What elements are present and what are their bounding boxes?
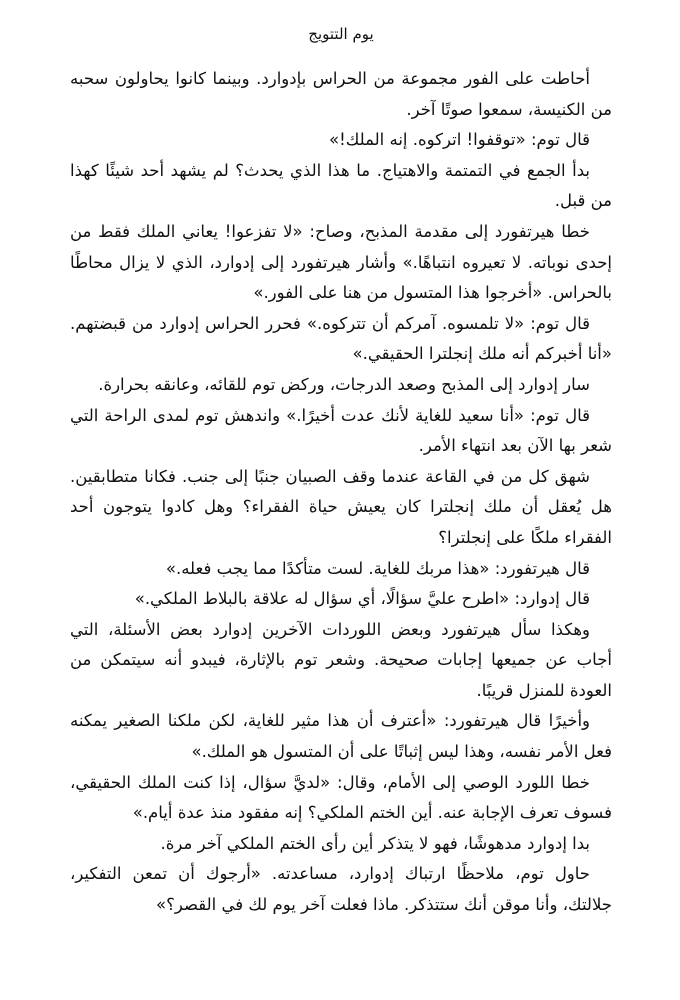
paragraph: وأخيرًا قال هيرتفورد: «أعترف أن هذا مثير للغاية، لكن ملكنا الصغير يمكنه فعل الأمر نفسه، وهذا ليس إثباتًا على أن المتسول هو الملك.»	[70, 711, 612, 762]
paragraph: خطا اللورد الوصي إلى الأمام، وقال: «لديَّ سؤال، إذا كنت الملك الحقيقي، فسوف تعرف الإجابة عنه. أين الختم الملكي؟ إنه مفقود منذ عدة أيام.»	[70, 772, 612, 823]
paragraph: قال توم: «أنا سعيد للغاية لأنك عدت أخيرًا.» واندهش توم لمدى الراحة التي شعر بها الآن بعد انتهاء الأمر.	[70, 405, 612, 456]
paragraph: بدأ الجمع في التمتمة والاهتياج. ما هذا الذي يحدث؟ لم يشهد أحد شيئًا كهذا من قبل.	[70, 160, 612, 211]
paragraph: شهق كل من في القاعة عندما وقف الصبيان جنبًا إلى جنب. فكانا متطابقين. هل يُعقل أن ملك إنجلترا كان يعيش حياة الفقراء؟ وهل كادوا يتوجون أحد الفقراء ملكًا على إنجلترا؟	[70, 466, 612, 547]
paragraph: خطا هيرتفورد إلى مقدمة المذبح، وصاح: «لا تفزعوا! يعاني الملك فقط من إحدى نوباته. لا تعيروه انتباهًا.» وأشار هيرتفورد إلى إدوارد، الذي لا يزال محاطًا بالحراس. «أخرجوا هذا المتسول من هنا على الفور.»	[70, 221, 612, 303]
paragraph: قال هيرتفورد: «هذا مربك للغاية. لست متأكدًا مما يجب فعله.»	[165, 558, 590, 578]
paragraph: قال إدوارد: «اطرح عليَّ سؤالًا، أي سؤال له علاقة بالبلاط الملكي.»	[134, 589, 590, 609]
running-title: يوم التتويج	[308, 25, 374, 43]
paragraph: قال توم: «لا تلمسوه. آمركم أن تتركوه.» فحرر الحراس إدوارد من قبضتهم. «أنا أخبركم أنه ملك إنجلترا الحقيقي.»	[70, 313, 612, 364]
paragraph: قال توم: «توقفوا! اتركوه. إنه الملك!»	[329, 130, 590, 150]
paragraph: أحاطت على الفور مجموعة من الحراس بإدوارد. وبينما كانوا يحاولون سحبه من الكنيسة، سمعوا صوتًا آخر.	[70, 69, 612, 119]
paragraph: بدا إدوارد مدهوشًا، فهو لا يتذكر أين رأى الختم الملكي آخر مرة.	[160, 833, 590, 853]
paragraph: وهكذا سأل هيرتفورد وبعض اللوردات الآخرين إدوارد بعض الأسئلة، التي أجاب عن جميعها إجابات صحيحة. وشعر توم بالإثارة، فيبدو أنه سيتمكن من العودة للمنزل قريبًا.	[70, 619, 612, 700]
book-page	[70, 24, 612, 1000]
body-text	[70, 64, 612, 921]
paragraph: حاول توم، ملاحظًا ارتباك إدوارد، مساعدته. «أرجوك أن تمعن التفكير، جلالتك، وأنا موقن أنك ستتذكر. ماذا فعلت آخر يوم لك في القصر؟»	[70, 864, 612, 915]
paragraph: سار إدوارد إلى المذبح وصعد الدرجات، وركض توم للقائه، وعانقه بحرارة.	[98, 374, 590, 394]
